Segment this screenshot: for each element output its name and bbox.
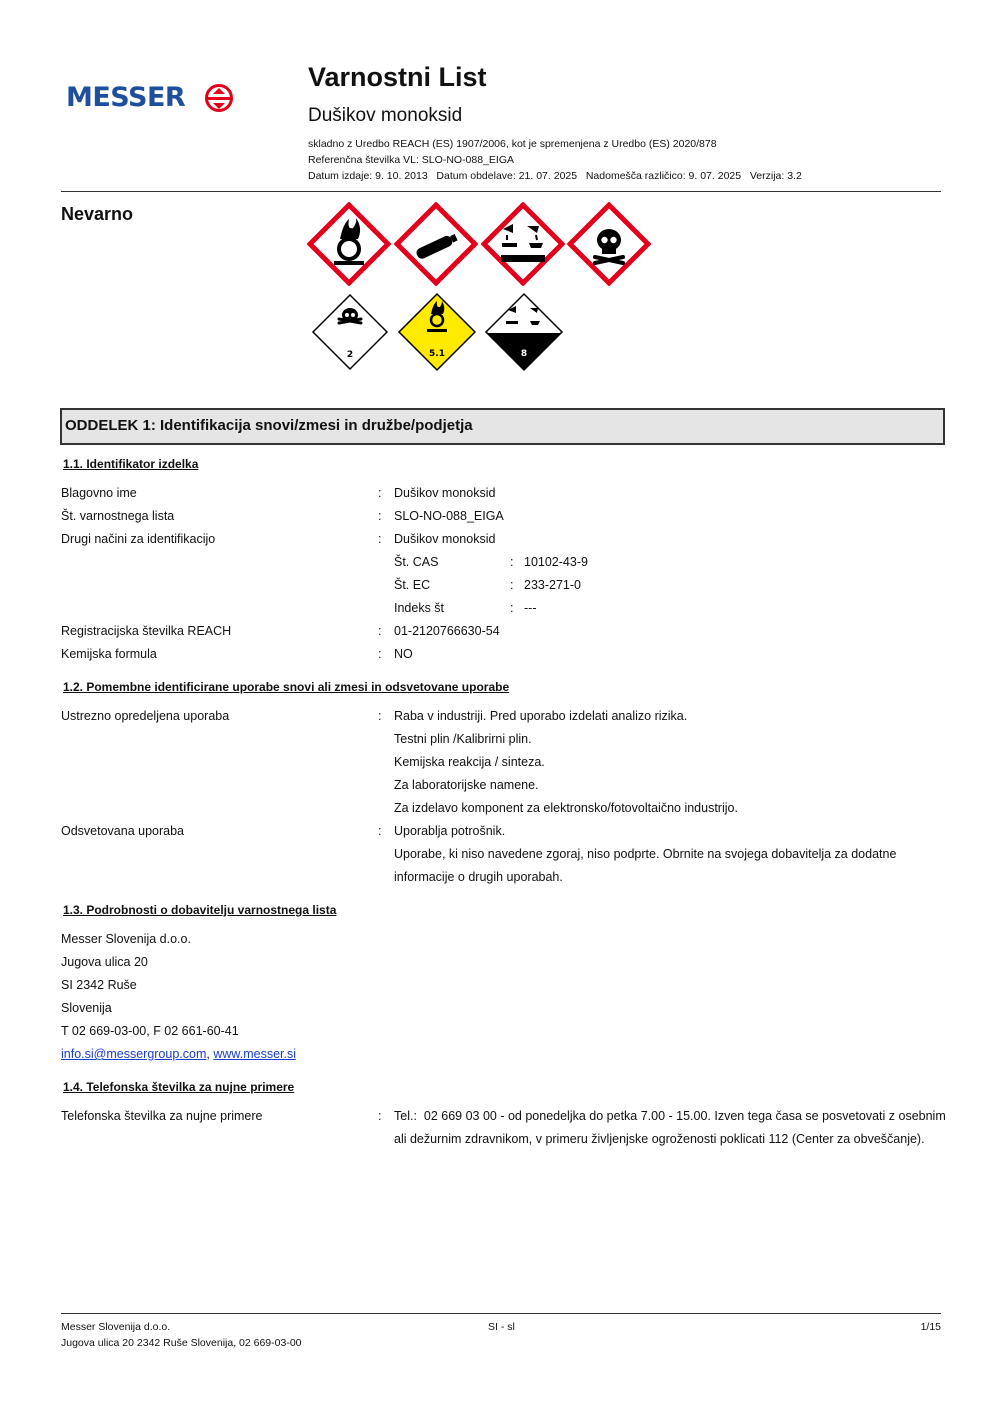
chemical-formula-value: NO: [394, 647, 413, 661]
transport-label-class-2-icon: [311, 293, 389, 371]
supplier-contact-links: [61, 1047, 296, 1061]
colon: :: [510, 578, 514, 592]
advised-against-line: Uporablja potrošnik.: [394, 824, 506, 838]
revision-info: Datum izdaje: 9. 10. 2013 Datum obdelave: 21. 07. 2025 Nadomešča različico: 9. 07. 2025 Verzija: 3.2: [308, 170, 802, 182]
section-1-title: ODDELEK 1: Identifikacija snovi/zmesi in družbe/podjetja: [65, 417, 473, 434]
transport-label-class-5-1-icon: [397, 292, 477, 372]
trade-name-label: Blagovno ime: [61, 486, 137, 500]
chemical-formula-label: Kemijska formula: [61, 647, 157, 661]
cas-value: 10102-43-9: [524, 555, 588, 569]
subsection-1-3-heading: 1.3. Podrobnosti o dobavitelju varnostnega lista: [63, 903, 337, 917]
ghs-skull-crossbones-icon: [567, 202, 651, 286]
colon: :: [378, 709, 382, 723]
signal-word: Nevarno: [61, 204, 134, 224]
subsection-1-4-heading: 1.4. Telefonska številka za nujne primere: [63, 1080, 295, 1094]
footer-page-number: 1/15: [920, 1321, 941, 1333]
link-separator: ,: [206, 1047, 214, 1061]
identified-use-line: Za izdelavo komponent za elektronsko/fotovoltaično industrijo.: [394, 801, 738, 815]
colon: :: [510, 555, 514, 569]
supplier-phone-fax: T 02 669-03-00, F 02 661-60-41: [61, 1024, 239, 1038]
ec-value: 233-271-0: [524, 578, 581, 592]
product-name: Dušikov monoksid: [308, 105, 463, 126]
supplier-email-link[interactable]: info.si@messergroup.com: [61, 1047, 207, 1061]
sds-number-label: Št. varnostnega lista: [61, 509, 175, 523]
other-identification-label: Drugi načini za identifikacijo: [61, 532, 216, 546]
logo-text: MESSER: [66, 82, 186, 113]
ghs-gas-cylinder-icon: [394, 202, 478, 286]
transport-class-number: 5.1: [429, 349, 445, 359]
ghs-corrosive-icon: [481, 202, 565, 286]
sds-number-value: SLO-NO-088_EIGA: [394, 509, 504, 523]
footer-language: SI - sl: [488, 1321, 515, 1333]
supplier-street: Jugova ulica 20: [61, 955, 148, 969]
identified-use-line: Raba v industriji. Pred uporabo izdelati analizo rizika.: [394, 709, 688, 723]
header-divider: [61, 191, 941, 192]
colon: :: [378, 509, 382, 523]
identified-use-line: Testni plin /Kalibrirni plin.: [394, 732, 532, 746]
index-label: Indeks št: [394, 601, 445, 615]
emergency-phone-line: Tel.: 02 669 03 00 - od ponedeljka do petka 7.00 - 15.00. Izven tega časa se posvetovati z osebnim: [394, 1109, 946, 1123]
messer-logo: [66, 82, 185, 113]
index-value: ---: [524, 601, 537, 615]
trade-name-value: Dušikov monoksid: [394, 486, 496, 500]
colon: :: [378, 824, 382, 838]
reach-number-value: 01-2120766630-54: [394, 624, 500, 638]
identified-use-line: Kemijska reakcija / sinteza.: [394, 755, 545, 769]
colon: :: [378, 532, 382, 546]
colon: :: [378, 1109, 382, 1123]
messer-logo-symbol-icon: [204, 83, 234, 113]
sds-reference: Referenčna številka VL: SLO-NO-088_EIGA: [308, 154, 515, 166]
reach-number-label: Registracijska številka REACH: [61, 624, 232, 638]
advised-against-label: Odsvetovana uporaba: [61, 824, 185, 838]
regulation-note: skladno z Uredbo REACH (ES) 1907/2006, kot je spremenjena z Uredbo (ES) 2020/878: [308, 138, 717, 150]
document-title: Varnostni List: [308, 62, 487, 92]
colon: :: [378, 486, 382, 500]
colon: :: [378, 647, 382, 661]
footer-divider: [61, 1313, 941, 1314]
section-1-header: [60, 408, 945, 445]
footer-company: Messer Slovenija d.o.o.: [61, 1321, 171, 1333]
subsection-1-1-heading: 1.1. Identifikator izdelka: [63, 457, 199, 471]
transport-label-class-8-icon: [484, 292, 564, 372]
supplier-city: SI 2342 Ruše: [61, 978, 137, 992]
supplier-website-link[interactable]: www.messer.si: [213, 1047, 296, 1061]
subsection-1-2-heading: 1.2. Pomembne identificirane uporabe snovi ali zmesi in odsvetovane uporabe: [63, 680, 510, 694]
colon: :: [378, 624, 382, 638]
other-identification-value: Dušikov monoksid: [394, 532, 496, 546]
emergency-phone-label: Telefonska številka za nujne primere: [61, 1109, 263, 1123]
advised-against-line: informacije o drugih uporabah.: [394, 870, 563, 884]
emergency-phone-line: ali dežurnim zdravnikom, v primeru življenjske ogroženosti poklicati 112 (Center za obveščanje).: [394, 1132, 925, 1146]
supplier-country: Slovenija: [61, 1001, 112, 1015]
ec-label: Št. EC: [394, 578, 431, 592]
transport-class-number: 8: [520, 349, 528, 359]
colon: :: [510, 601, 514, 615]
cas-label: Št. CAS: [394, 555, 439, 569]
supplier-name: Messer Slovenija d.o.o.: [61, 932, 191, 946]
ghs-oxidizer-icon: [307, 202, 391, 286]
footer-address: Jugova ulica 20 2342 Ruše Slovenija, 02 669-03-00: [61, 1337, 302, 1349]
advised-against-line: Uporabe, ki niso navedene zgoraj, niso podprte. Obrnite na svojega dobavitelja za dodatne: [394, 847, 897, 861]
identified-use-line: Za laboratorijske namene.: [394, 778, 539, 792]
transport-class-number: 2: [346, 350, 354, 360]
identified-use-label: Ustrezno opredeljena uporaba: [61, 709, 230, 723]
